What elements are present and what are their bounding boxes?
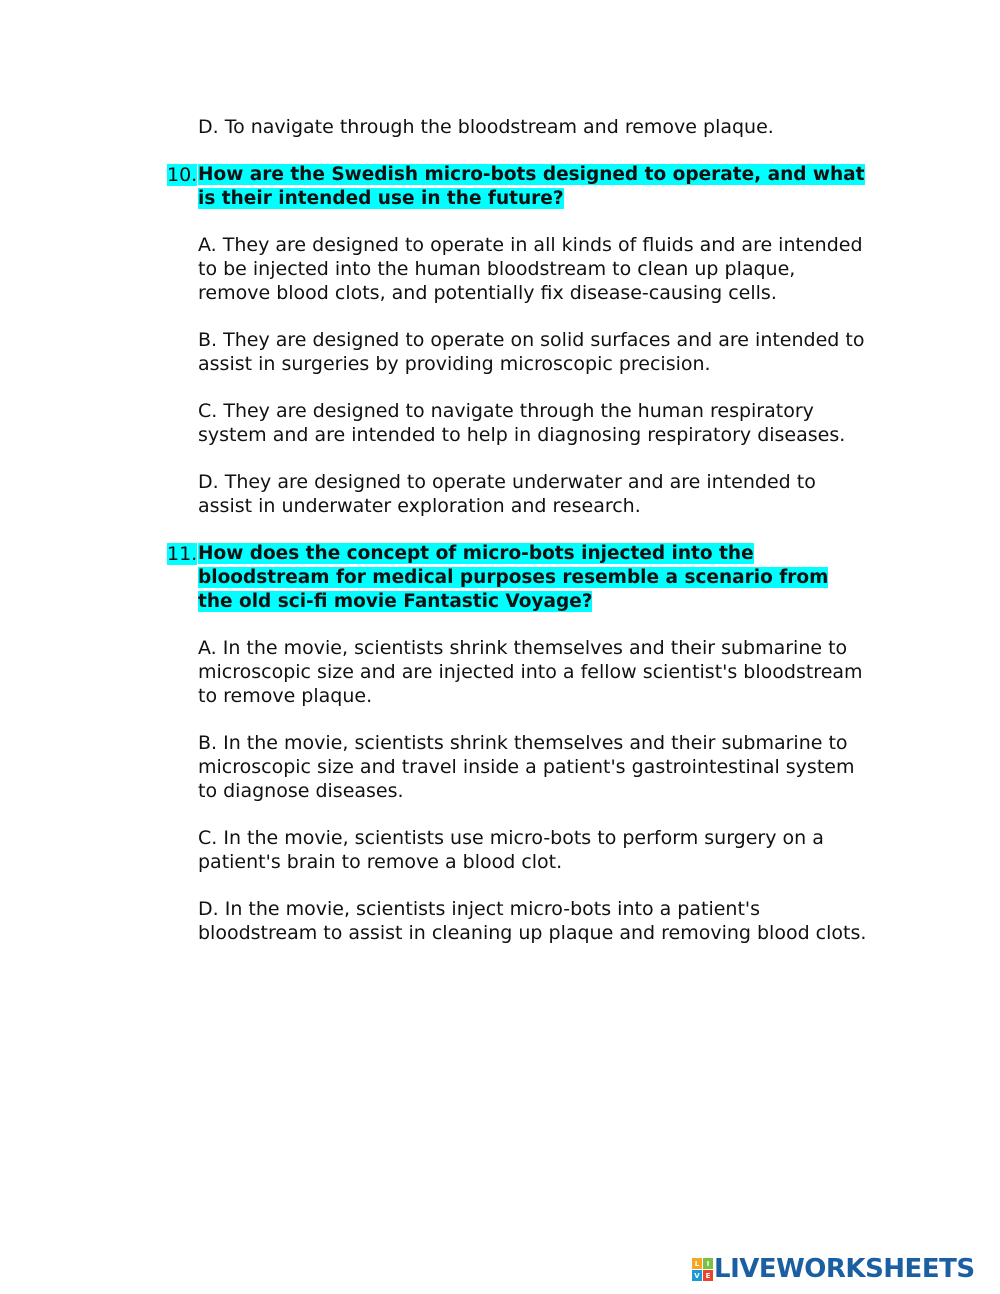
answer-options [198,233,867,518]
question-text: How are the Swedish micro-bots designed to operate, and what is their intended use in the future? [198,164,865,209]
liveworksheets-logo[interactable] [692,1254,975,1284]
answer-option-d[interactable]: D. They are designed to operate underwater and are intended to assist in underwater exploration and research. [198,471,816,517]
answer-option-c[interactable]: C. In the movie, scientists use micro-bots to perform surgery on a patient's brain to remove a blood clot. [198,827,824,873]
answer-option-a[interactable]: A. They are designed to operate in all kinds of fluids and are intended to be injected into the human bloodstream to clean up plaque, remove blood clots, and potentially fix disease-causing cells. [198,234,863,304]
answer-option-c[interactable]: C. They are designed to navigate through the human respiratory system and are intended to help in diagnosing respiratory diseases. [198,400,846,446]
answer-option-b[interactable]: B. In the movie, scientists shrink themselves and their submarine to microscopic size and travel inside a patient's gastrointestinal system to diagnose diseases. [198,732,855,802]
answer-option-b[interactable]: B. They are designed to operate on solid surfaces and are intended to assist in surgeries by providing microscopic precision. [198,329,865,375]
question-11 [167,542,867,968]
logo-tile: V [692,1270,702,1281]
question-number: 10. [167,164,198,186]
logo-tile: L [692,1258,702,1269]
answer-options [198,636,867,945]
logo-tile: E [703,1270,713,1281]
logo-tile: I [703,1258,713,1269]
question-10 [167,163,867,541]
answer-option-d[interactable]: D. In the movie, scientists inject micro-bots into a patient's bloodstream to assist in cleaning up plaque and removing blood clots. [198,898,867,944]
logo-text: LIVEWORKSHEETS [714,1254,975,1284]
question-9-option-d: D. To navigate through the bloodstream and remove plaque. [198,116,774,138]
logo-tiles-icon [692,1258,712,1280]
answer-option-a[interactable]: A. In the movie, scientists shrink themselves and their submarine to microscopic size and are injected into a fellow scientist's bloodstream to remove plaque. [198,637,863,707]
question-number: 11. [167,543,198,565]
question-text: How does the concept of micro-bots injected into the bloodstream for medical purposes resemble a scenario from the old sci-fi movie Fantastic Voyage? [198,543,829,612]
